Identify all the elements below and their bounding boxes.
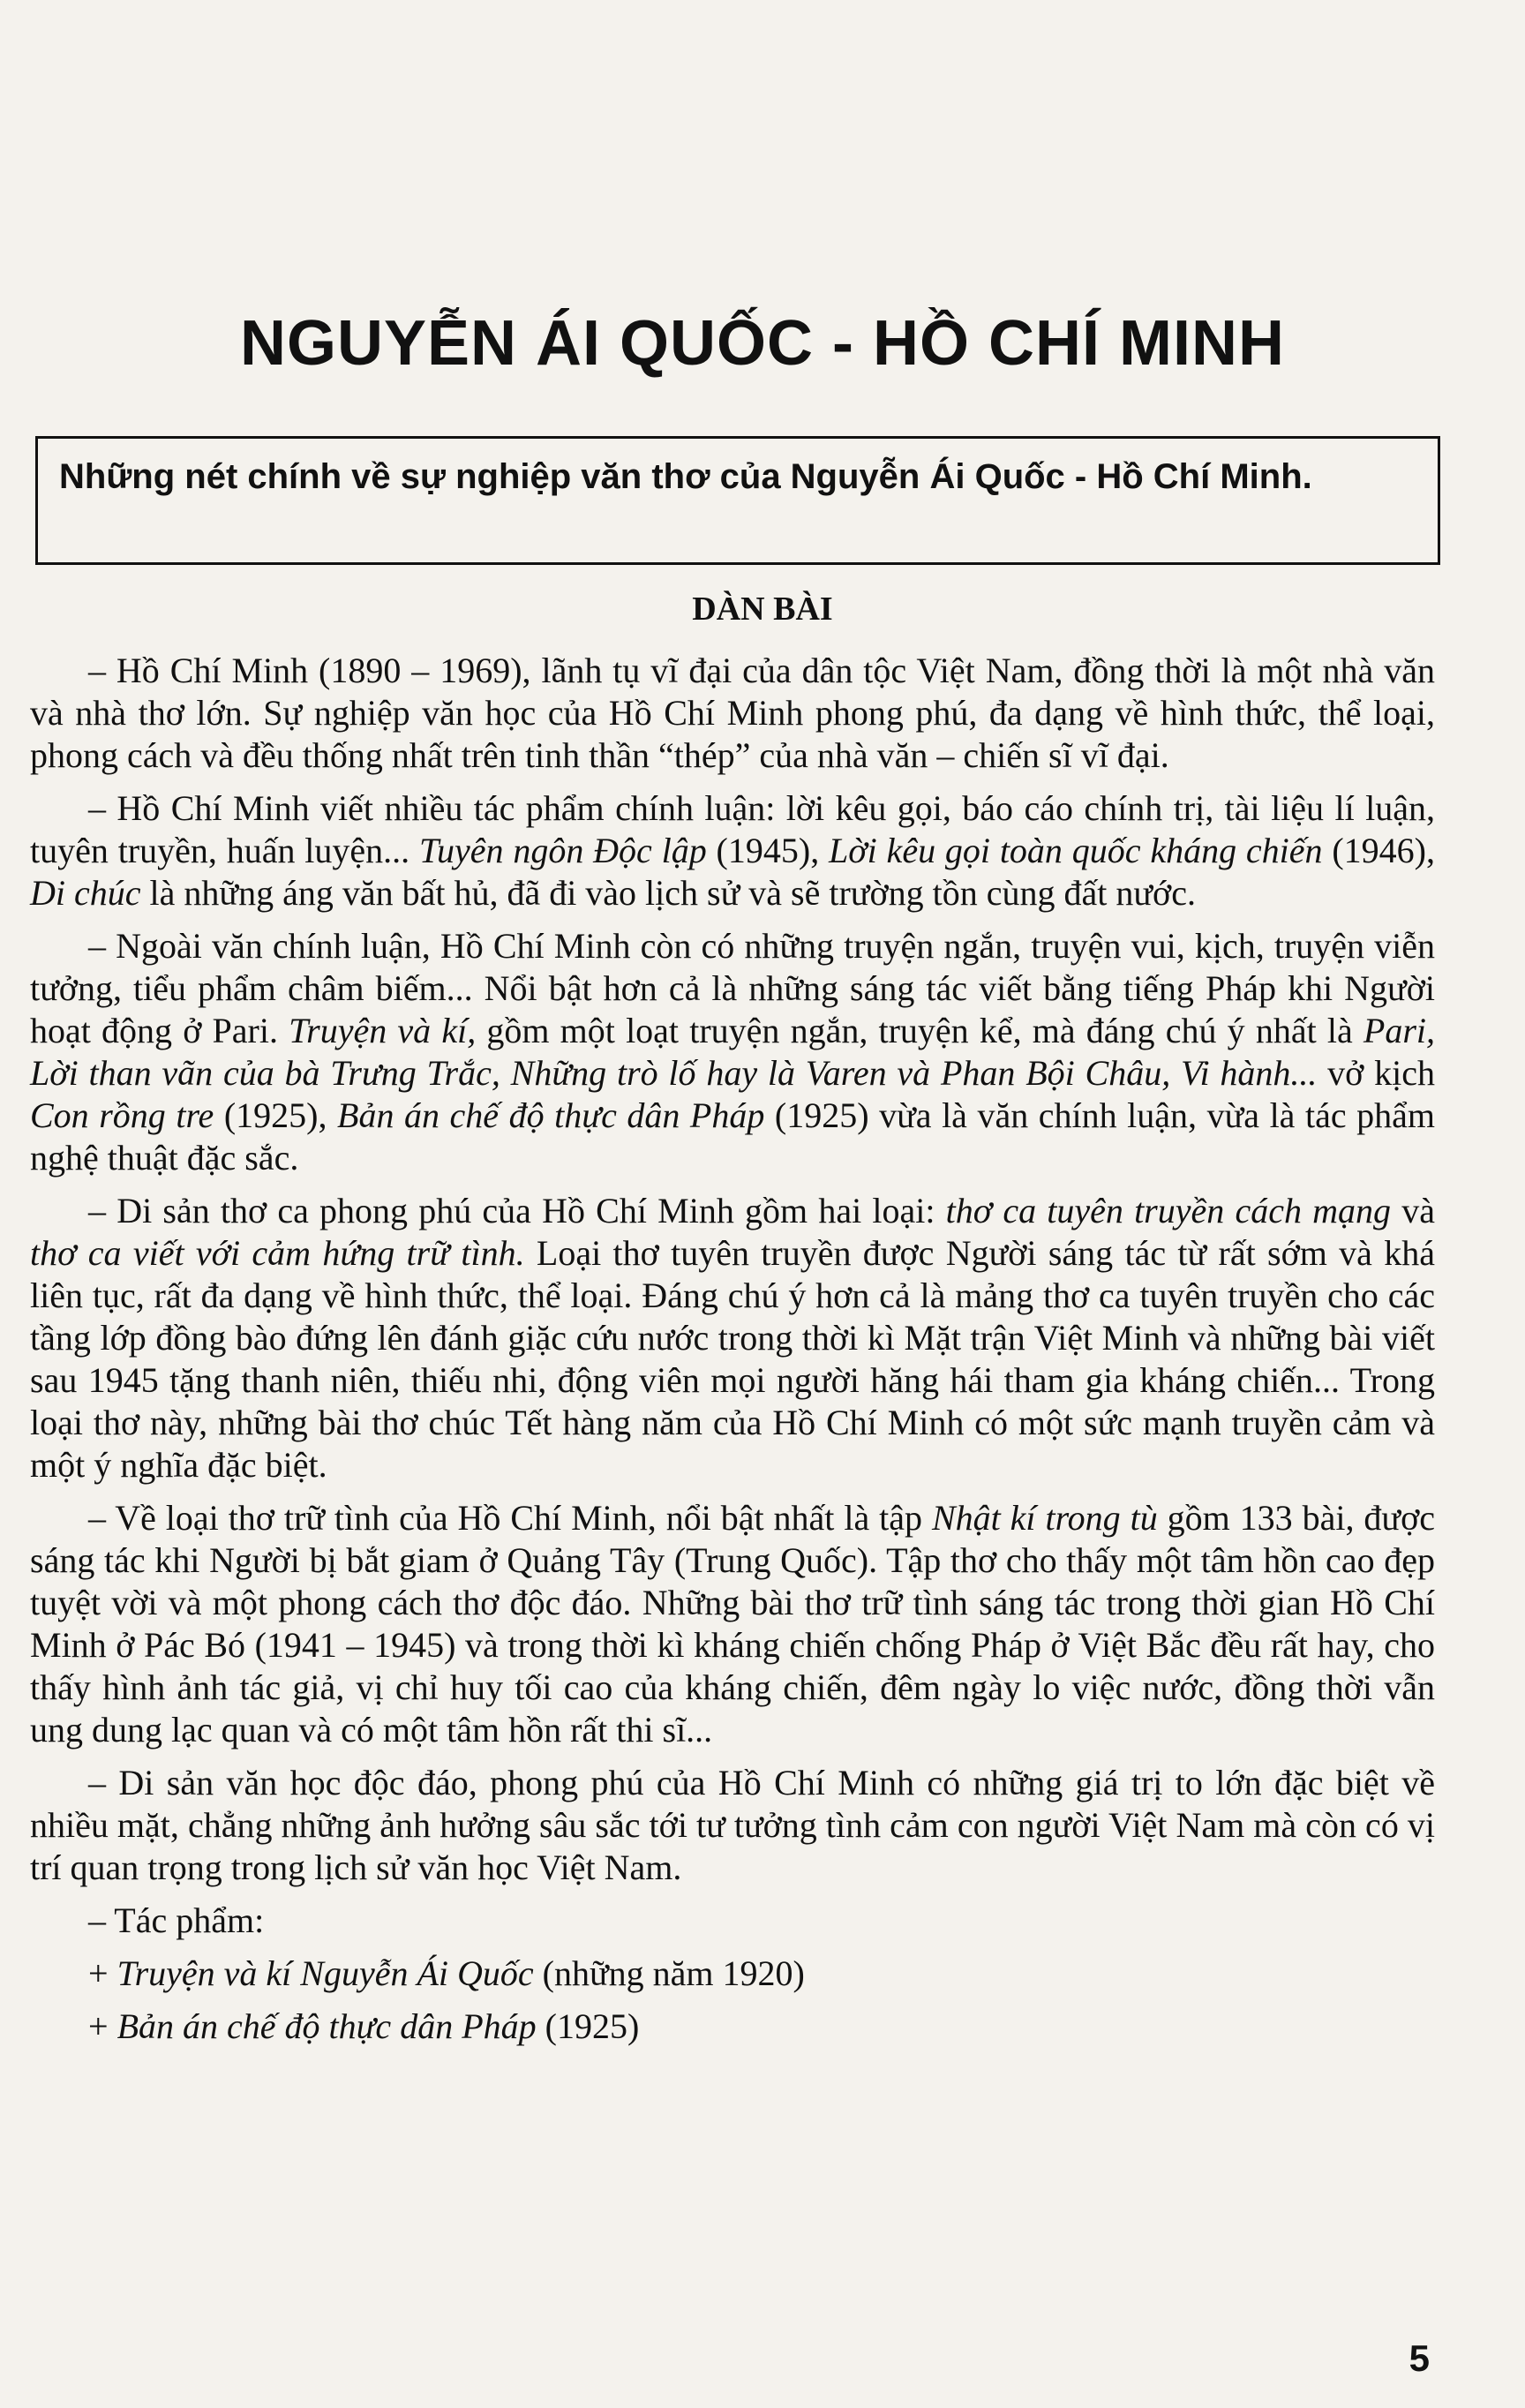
body-text <box>30 650 1435 2058</box>
work-item-1: + Truyện và kí Nguyễn Ái Quốc (những năm 1920) <box>88 1953 805 1993</box>
works-heading: – Tác phẩm: <box>88 1900 265 1940</box>
page-title: NGUYỄN ÁI QUỐC - HỒ CHÍ MINH <box>239 308 1285 379</box>
topic-text: Những nét chính về sự nghiệp văn thơ của Nguyễn Ái Quốc - Hồ Chí Minh. <box>59 457 1312 496</box>
section-heading: DÀN BÀI <box>692 591 833 628</box>
topic-box <box>35 436 1440 565</box>
paragraph-5: – Về loại thơ trữ tình của Hồ Chí Minh, nổi bật nhất là tập Nhật kí trong tù gồm 133 bài, được sáng tác khi Người bị bắt giam ở Quảng Tây (Trung Quốc). Tập thơ cho thấy một tâm hồn cao đẹp tuyệt vời và một phong cách thơ độc đáo. Những bài thơ trữ tình sáng tác trong thời gian Hồ Chí Minh ở Pác Bó (1941 – 1945) và trong thời kì kháng chiến chống Pháp ở Việt Bắc đều rất hay, cho thấy hình ảnh tác giả, vị chỉ huy tối cao của kháng chiến, đêm ngày lo việc nước, đồng thời vẫn ung dung lạc quan và có một tâm hồn rất thi sĩ... <box>30 1498 1435 1750</box>
paragraph-6: – Di sản văn học độc đáo, phong phú của Hồ Chí Minh có những giá trị to lớn đặc biệt về nhiều mặt, chẳng những ảnh hưởng sâu sắc tới tư tưởng tình cảm con người Việt Nam mà còn có vị trí quan trọng trong lịch sử văn học Việt Nam. <box>30 1763 1435 1887</box>
page-number: 5 <box>1409 2337 1430 2379</box>
paragraph-1: – Hồ Chí Minh (1890 – 1969), lãnh tụ vĩ đại của dân tộc Việt Nam, đồng thời là một nhà văn và nhà thơ lớn. Sự nghiệp văn học của Hồ Chí Minh phong phú, đa dạng về hình thức, thể loại, phong cách và đều thống nhất trên tinh thần “thép” của nhà văn – chiến sĩ vĩ đại. <box>30 651 1435 775</box>
paragraph-3: – Ngoài văn chính luận, Hồ Chí Minh còn có những truyện ngắn, truyện vui, kịch, truyện viễn tưởng, tiểu phẩm châm biếm... Nổi bật hơn cả là những sáng tác viết bằng tiếng Pháp khi Người hoạt động ở Pari. Truyện và kí, gồm một loạt truyện ngắn, truyện kể, mà đáng chú ý nhất là Pari, Lời than vãn của bà Trưng Trắc, Những trò lố hay là Varen và Phan Bội Châu, Vi hành... vở kịch Con rồng tre (1925), Bản án chế độ thực dân Pháp (1925) vừa là văn chính luận, vừa là tác phẩm nghệ thuật đặc sắc. <box>30 926 1436 1178</box>
paragraph-2: – Hồ Chí Minh viết nhiều tác phẩm chính luận: lời kêu gọi, báo cáo chính trị, tài liệu lí luận, tuyên truyền, huấn luyện... Tuyên ngôn Độc lập (1945), Lời kêu gọi toàn quốc kháng chiến (1946), Di chúc là những áng văn bất hủ, đã đi vào lịch sử và sẽ trường tồn cùng đất nước. <box>30 788 1435 913</box>
paragraph-4: – Di sản thơ ca phong phú của Hồ Chí Minh gồm hai loại: thơ ca tuyên truyền cách mạng và thơ ca viết với cảm hứng trữ tình. Loại thơ tuyên truyền được Người sáng tác từ rất sớm và khá liên tục, rất đa dạng về hình thức, thể loại. Đáng chú ý hơn cả là mảng thơ ca tuyên truyền cho các tầng lớp đồng bào đứng lên đánh giặc cứu nước trong thời kì Mặt trận Việt Minh và những bài viết sau 1945 tặng thanh niên, thiếu nhi, động viên mọi người hăng hái tham gia kháng chiến... Trong loại thơ này, những bài thơ chúc Tết hàng năm của Hồ Chí Minh có một sức mạnh truyền cảm và một ý nghĩa đặc biệt. <box>30 1191 1436 1485</box>
work-item-2: + Bản án chế độ thực dân Pháp (1925) <box>88 2006 640 2046</box>
